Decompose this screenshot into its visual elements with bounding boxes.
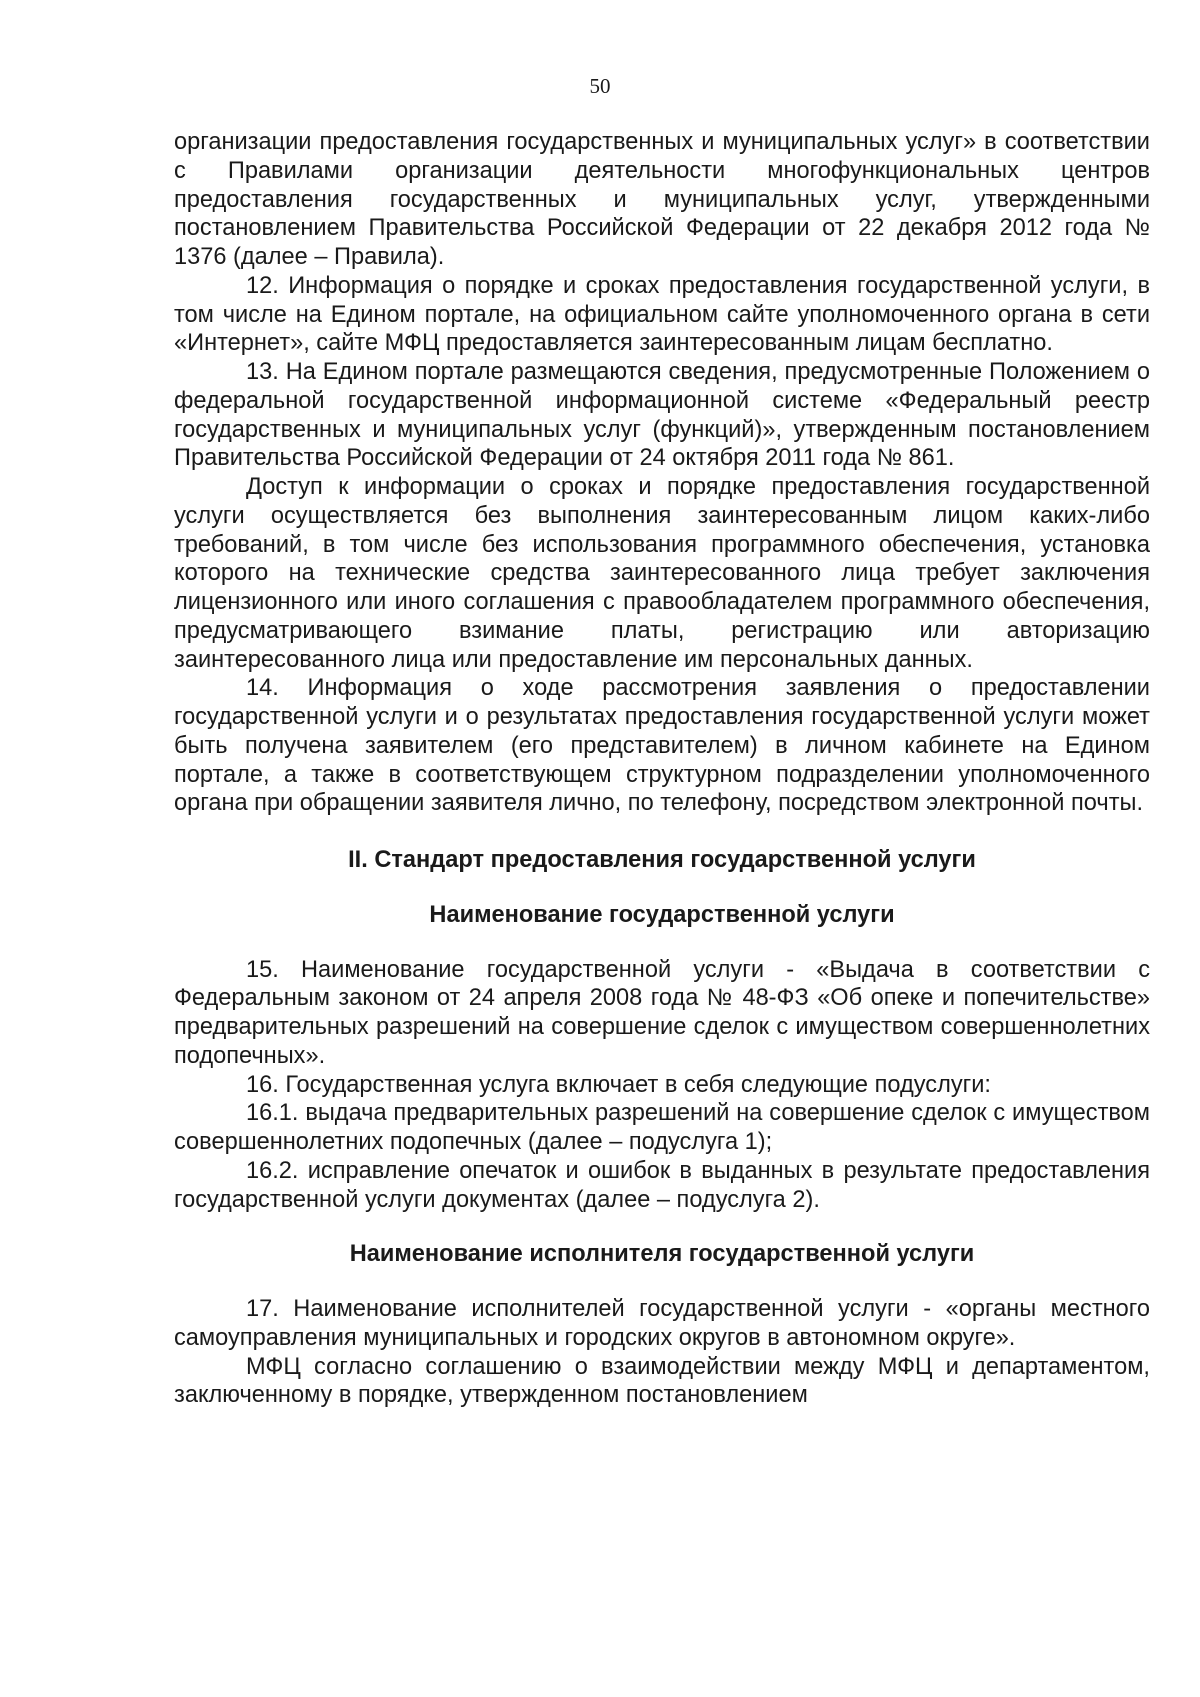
paragraph-14: 14. Информация о ходе рассмотрения заявления о предоставлении государственной услуги и о результатах предоставления государственной услуги может быть получена заявителем (его представителем) в личном кабинете на Едином портале, а также в соответствующем структурном подразделении уполномоченного органа при обращении заявителя лично, по телефону, посредством электронной почты. xyxy=(174,675,1150,817)
paragraph-mfc-rules: организации предоставления государственных и муниципальных услуг» в соответствии с Правилами организации деятельности многофункциональных центров предоставления государственных и муниципальных услуг, утвержденными постановлением Правительства Российской Федерации от 22 декабря 2012 года № 1376 (далее – Правила). xyxy=(174,129,1150,270)
paragraph-17: 17. Наименование исполнителей государственной услуги - «органы местного самоуправления муниципальных и городских округов в автономном округе». xyxy=(174,1296,1150,1351)
spacer xyxy=(174,1269,1150,1295)
paragraph-16-1: 16.1. выдача предварительных разрешений на совершение сделок с имуществом совершеннолетних подопечных (далее – подуслуга 1); xyxy=(174,1100,1150,1155)
spacer xyxy=(174,875,1150,901)
section-heading-standard: II. Стандарт предоставления государственной услуги xyxy=(348,847,976,873)
document-body xyxy=(174,128,1150,1410)
subheading-service-name: Наименование государственной услуги xyxy=(429,901,895,928)
page-number: 50 xyxy=(589,74,611,98)
paragraph-access-info: Доступ к информации о сроках и порядке предоставления государственной услуги осуществляется без выполнения заинтересованным лицом каких-либо требований, в том числе без использования программного обеспечения, установка которого на технические средства заинтересованного лица требует заключения лицензионного или иного соглашения с правообладателем программного обеспечения, предусматривающего взимание платы, регистрацию или авторизацию заинтересованного лица или предоставление им персональных данных. xyxy=(174,474,1150,673)
paragraph-13: 13. На Едином портале размещаются сведения, предусмотренные Положением о федеральной государственной информационной системе «Федеральный реестр государственных и муниципальных услуг (функций)», утвержденным постановлением Правительства Российской Федерации от 24 октября 2011 года № 861. xyxy=(174,359,1150,472)
spacer xyxy=(174,1214,1150,1240)
paragraph-mfc-agreement: МФЦ согласно соглашению о взаимодействии между МФЦ и департаментом, заключенному в порядке, утвержденном постановлением xyxy=(174,1353,1150,1409)
spacer xyxy=(174,930,1150,956)
paragraph-12: 12. Информация о порядке и сроках предоставления государственной услуги, в том числе на Едином портале, на официальном сайте уполномоченного органа в сети «Интернет», сайте МФЦ предоставляется заинтересованным лицам бесплатно. xyxy=(174,272,1150,357)
paragraph-15: 15. Наименование государственной услуги - «Выдача в соответствии с Федеральным законом от 24 апреля 2008 года № 48-ФЗ «Об опеке и попечительстве» предварительных разрешений на совершение сделок с имуществом совершеннолетних подопечных». xyxy=(174,956,1150,1069)
paragraph-16: 16. Государственная услуга включает в себя следующие подуслуги: xyxy=(246,1071,991,1098)
spacer xyxy=(174,818,1150,846)
subheading-executor-name: Наименование исполнителя государственной услуги xyxy=(349,1241,975,1268)
paragraph-16-2: 16.2. исправление опечаток и ошибок в выданных в результате предоставления государственной услуги документах (далее – подуслуга 2). xyxy=(174,1157,1150,1213)
